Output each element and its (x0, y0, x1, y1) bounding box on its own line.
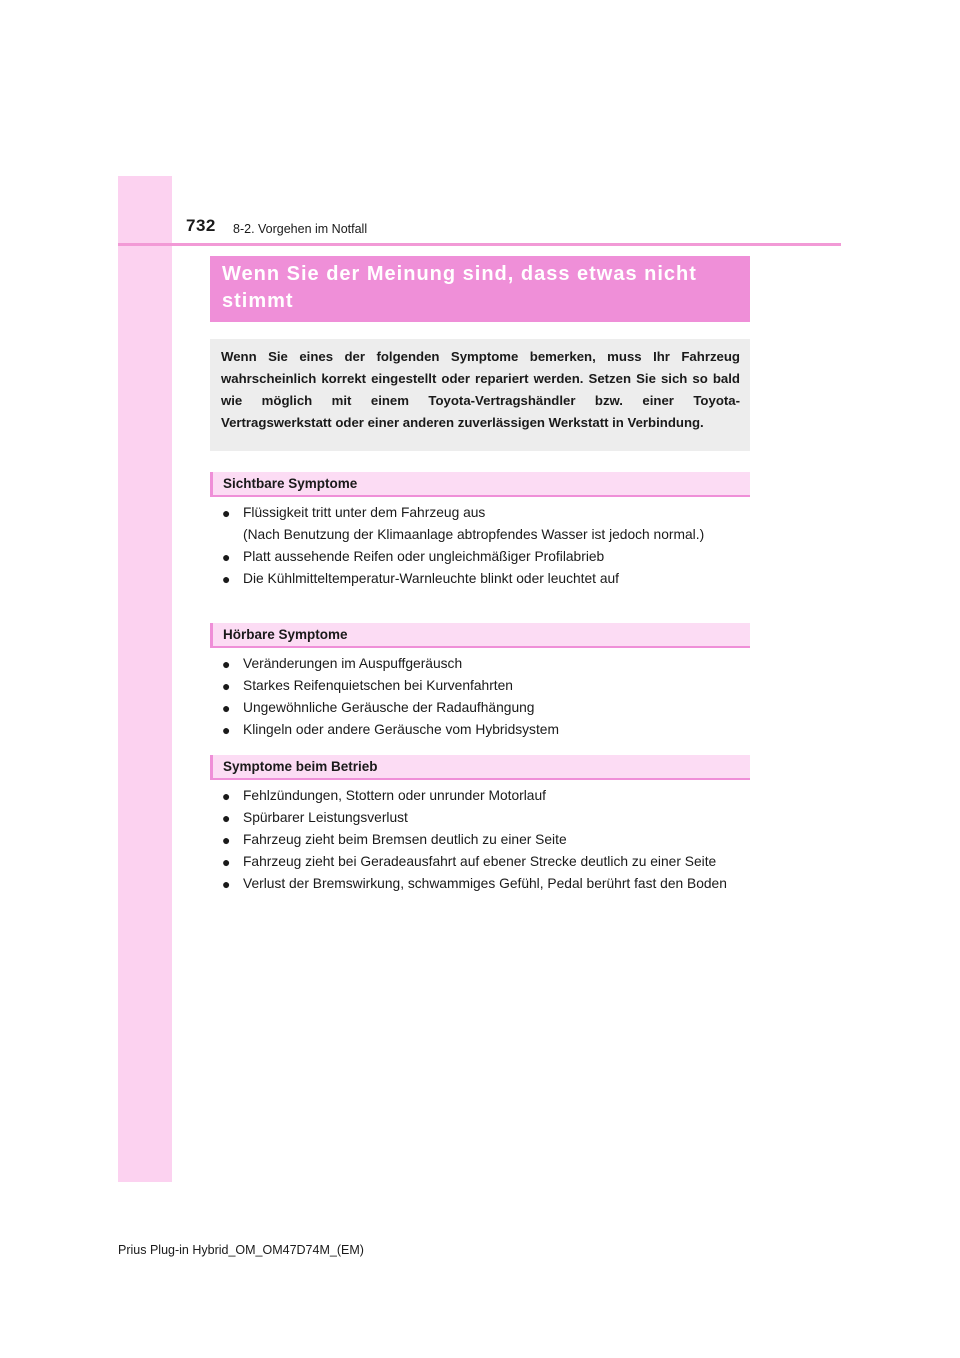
list-item (222, 873, 745, 895)
bullet-icon: ● (222, 854, 231, 870)
bullet-icon: ● (222, 571, 231, 587)
list-item-text: Die Kühlmitteltemperatur-Warnleuchte blinkt oder leuchtet auf (243, 571, 620, 586)
bullet-icon: ● (222, 722, 231, 738)
bullet-icon: ● (222, 505, 231, 521)
bullet-icon: ● (222, 549, 231, 565)
header-divider (118, 243, 841, 246)
bullet-icon: ● (222, 788, 231, 804)
bullet-icon: ● (222, 656, 231, 672)
operating-symptoms-list (222, 785, 745, 895)
subheading-visible-symptoms: Sichtbare Symptome (210, 472, 750, 497)
footer-manual-id: Prius Plug-in Hybrid_OM_OM47D74M_(EM) (118, 1243, 364, 1257)
list-item (222, 568, 745, 590)
list-item-text: Spürbarer Leistungsverlust (243, 810, 408, 825)
page-title: Wenn Sie der Meinung sind, dass etwas nicht stimmt (222, 263, 697, 312)
list-item (222, 675, 745, 697)
list-item-note: (Nach Benutzung der Klimaanlage abtropfendes Wasser ist jedoch normal.) (243, 527, 705, 542)
list-item (222, 807, 745, 829)
list-item-text: Platt aussehende Reifen oder ungleichmäßiger Profilabrieb (243, 549, 605, 564)
list-item (222, 829, 745, 851)
list-item (222, 719, 745, 741)
list-item-text: Fahrzeug zieht bei Geradeausfahrt auf ebener Strecke deutlich zu einer Seite (243, 854, 717, 869)
list-item (222, 697, 745, 719)
list-item-text: Fahrzeug zieht beim Bremsen deutlich zu einer Seite (243, 832, 567, 847)
list-item (222, 502, 745, 546)
list-item (222, 785, 745, 807)
bullet-icon: ● (222, 832, 231, 848)
bullet-icon: ● (222, 678, 231, 694)
list-item-text: Verlust der Bremswirkung, schwammiges Gefühl, Pedal berührt fast den Boden (243, 876, 727, 891)
list-item (222, 851, 745, 873)
section-label: 8-2. Vorgehen im Notfall (233, 222, 368, 236)
list-item-text: Veränderungen im Auspuffgeräusch (243, 656, 463, 671)
bullet-icon: ● (222, 700, 231, 716)
bullet-icon: ● (222, 876, 231, 892)
title-banner (210, 256, 750, 322)
list-item-text: Fehlzündungen, Stottern oder unrunder Motorlauf (243, 788, 546, 803)
list-item (222, 653, 745, 675)
list-item (222, 546, 745, 568)
list-item-text: Ungewöhnliche Geräusche der Radaufhängung (243, 700, 535, 715)
intro-text: Wenn Sie eines der folgenden Symptome bemerken, muss Ihr Fahrzeug wahrscheinlich korrekt eingestellt oder repariert werden. Setzen Sie sich so bald wie möglich mit einem Toyota-Vertragshändler bzw. einer Toyota-Vertragswerkstatt oder einer anderen zuverlässigen Werkstatt in Verbindung. (221, 349, 740, 430)
list-item-text: Klingeln oder andere Geräusche vom Hybridsystem (243, 722, 559, 737)
audible-symptoms-list (222, 653, 745, 741)
intro-box (210, 339, 750, 451)
list-item-text: Starkes Reifenquietschen bei Kurvenfahrten (243, 678, 513, 693)
bullet-icon: ● (222, 810, 231, 826)
subheading-audible-symptoms: Hörbare Symptome (210, 623, 750, 648)
list-item-text: Flüssigkeit tritt unter dem Fahrzeug aus (243, 505, 486, 520)
page-number: 732 (186, 216, 216, 235)
chapter-sidebar-tab (118, 176, 172, 1182)
visible-symptoms-list (222, 502, 745, 590)
subheading-operating-symptoms: Symptome beim Betrieb (210, 755, 750, 780)
